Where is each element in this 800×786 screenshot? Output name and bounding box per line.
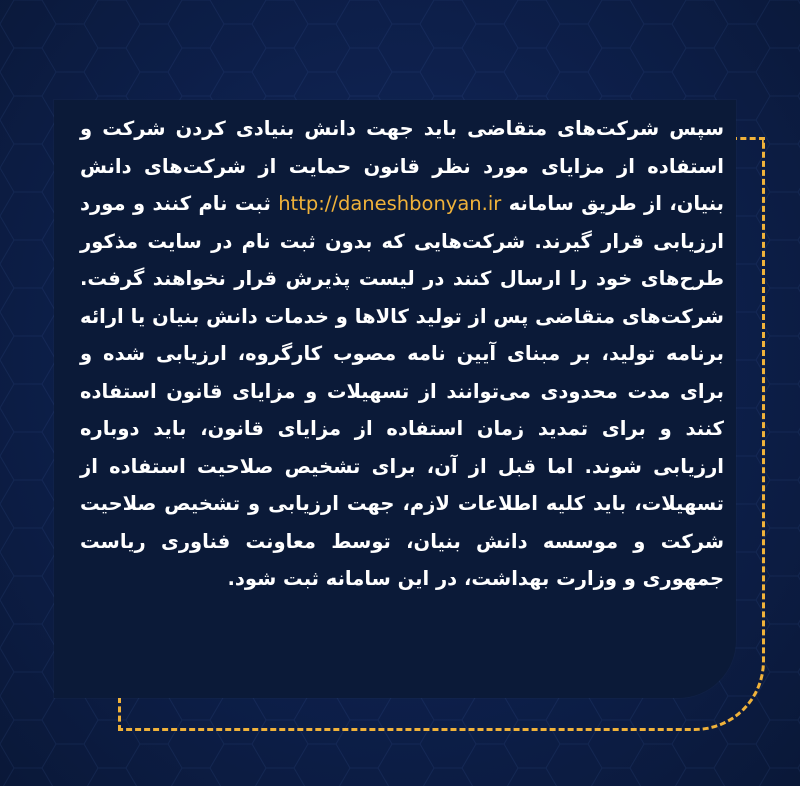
text-card: [54, 100, 736, 698]
paragraph-text-part2: ثبت نام کنند و مورد ارزیابی قرار گیرند. شرکت‌هایی که بدون ثبت نام در سایت مذکور طرح‌های خود را ارسال کنند در لیست پذیرش قرار نخواهند گرفت. شرکت‌های متقاضی پس از تولید کالاها و خدمات دانش بنیان یا ارائه برنامه تولید، بر مبنای آیین نامه مصوب کارگروه، ارزیابی شده و برای مدت محدودی می‌توانند از تسهیلات و مزایای قانون استفاده کنند و برای تمدید زمان استفاده از مزایای قانون، باید دوباره ارزیابی شوند. اما قبل از آن، برای تشخیص صلاحیت استفاده از تسهیلات، باید کلیه اطلاعات لازم، جهت ارزیابی و تشخیص صلاحیت شرکت و موسسه دانش بنیان، توسط معاونت فناوری ریاست جمهوری و وزارت بهداشت، در این سامانه ثبت شود.: [80, 192, 724, 590]
article-paragraph: [80, 110, 724, 598]
website-link[interactable]: http://daneshbonyan.ir: [278, 192, 502, 215]
paragraph-text-part1: سپس شرکت‌های متقاضی باید جهت دانش بنیادی کردن شرکت و استفاده از مزایای مورد نظر قانون حمایت از شرکت‌های دانش بنیان، از طریق سامانه: [80, 117, 724, 215]
